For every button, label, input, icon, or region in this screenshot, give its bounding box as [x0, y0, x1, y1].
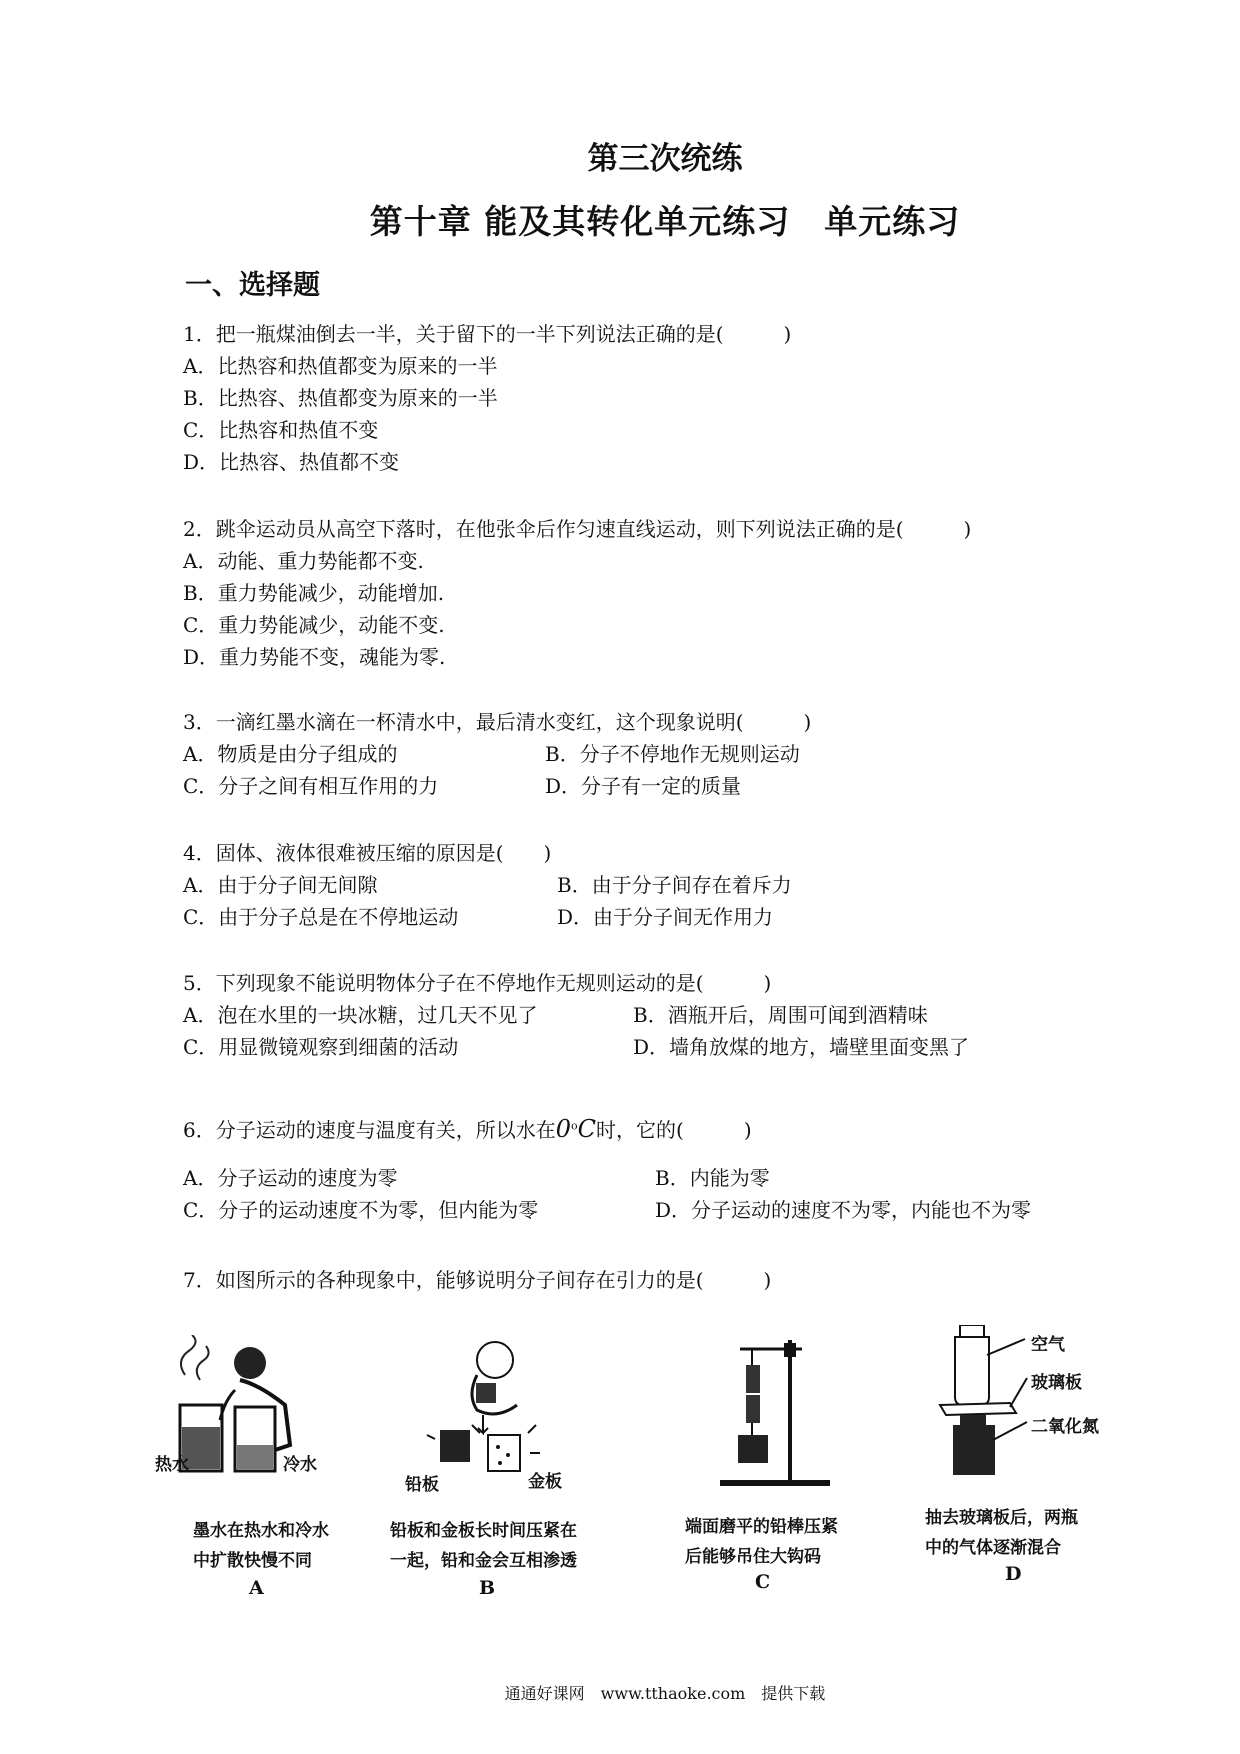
question-2-option-d: D．重力势能不变，魂能为零.	[183, 645, 446, 669]
figure-d-caption-1: 抽去玻璃板后，两瓶	[925, 1508, 1078, 1528]
question-3-stem: 3．一滴红墨水滴在一杯清水中，最后清水变红，这个现象说明( )	[183, 710, 812, 734]
question-2-option-b: B．重力势能减少，动能增加.	[183, 581, 445, 605]
question-6-temp: 0	[555, 1115, 572, 1143]
question-1-option-d: D．比热容、热值都不变	[183, 450, 400, 474]
question-1-option-a: A．比热容和热值都变为原来的一半	[183, 354, 498, 378]
figure-d-letter: D	[1005, 1563, 1022, 1585]
figure-b-lead-label: 铅板	[405, 1475, 439, 1495]
figure-b-caption-1: 铅板和金板长时间压紧在	[390, 1521, 577, 1541]
question-5-option-d: D．墙角放煤的地方，墙壁里面变黑了	[633, 1035, 970, 1059]
question-6-option-a: A．分子运动的速度为零	[183, 1166, 398, 1190]
question-3-option-b: B．分子不停地作无规则运动	[545, 742, 800, 766]
question-1-option-b: B．比热容、热值都变为原来的一半	[183, 386, 498, 410]
footer-credit: 通通好课网 www.tthaoke.com 提供下载	[504, 1684, 826, 1703]
question-2-option-c: C．重力势能减少，动能不变.	[183, 613, 445, 637]
figure-b-lead-gold-plates	[380, 1335, 610, 1605]
chapter-subtitle: 第十章 能及其转化单元练习 单元练习	[369, 202, 961, 241]
figure-a-cold-label: 冷水	[283, 1455, 317, 1475]
figure-d-air-label: 空气	[1031, 1335, 1065, 1355]
figure-d-no2-label: 二氧化氮	[1031, 1417, 1099, 1437]
question-5-stem: 5．下列现象不能说明物体分子在不停地作无规则运动的是( )	[183, 971, 772, 995]
question-3-option-c: C．分子之间有相互作用的力	[183, 774, 439, 798]
question-4-stem: 4．固体、液体很难被压缩的原因是( )	[183, 841, 552, 865]
question-4-option-d: D．由于分子间无作用力	[557, 905, 774, 929]
figure-c-caption-2: 后能够吊住大钩码	[685, 1547, 821, 1567]
question-6-option-c: C．分子的运动速度不为零，但内能为零	[183, 1198, 539, 1222]
figure-a-caption-1: 墨水在热水和冷水	[193, 1521, 329, 1541]
figure-b-caption-2: 一起，铅和金会互相渗透	[390, 1551, 577, 1571]
question-6-stem-pre: 6．分子运动的速度与温度有关，所以水在	[183, 1118, 556, 1142]
question-1-option-c: C．比热容和热值不变	[183, 418, 379, 442]
figure-c-letter: C	[755, 1571, 771, 1593]
figure-c-lead-rods	[680, 1335, 880, 1605]
figure-d-caption-2: 中的气体逐渐混合	[925, 1538, 1061, 1558]
figure-a-letter: A	[249, 1577, 264, 1599]
figure-d-glass-label: 玻璃板	[1031, 1373, 1082, 1393]
question-6-stem	[183, 1114, 752, 1143]
section-heading: 一、选择题	[185, 270, 320, 301]
question-2-option-a: A．动能、重力势能都不变.	[183, 549, 424, 573]
question-3-option-a: A．物质是由分子组成的	[183, 742, 398, 766]
question-5-option-a: A．泡在水里的一块冰糖，过几天不见了	[183, 1003, 538, 1027]
figure-a-ink-diffusion	[155, 1335, 375, 1605]
question-1-stem: 1．把一瓶煤油倒去一半，关于留下的一半下列说法正确的是( )	[183, 322, 792, 346]
figure-c-illustration	[680, 1335, 880, 1495]
question-5-option-b: B．酒瓶开后，周围可闻到酒精味	[633, 1003, 928, 1027]
question-2-stem: 2．跳伞运动员从高空下落时，在他张伞后作匀速直线运动，则下列说法正确的是( )	[183, 517, 972, 541]
question-6-option-b: B．内能为零	[655, 1166, 770, 1190]
figure-b-letter: B	[479, 1577, 496, 1599]
question-4-option-a: A．由于分子间无间隙	[183, 873, 378, 897]
question-5-option-c: C．用显微镜观察到细菌的活动	[183, 1035, 459, 1059]
question-4-option-c: C．由于分子总是在不停地运动	[183, 905, 459, 929]
question-4-option-b: B．由于分子间存在着斥力	[557, 873, 792, 897]
degree-mark: o	[571, 1119, 578, 1133]
question-6-stem-post: 时，它的( )	[596, 1118, 752, 1142]
question-6-unit: C	[577, 1115, 597, 1143]
figure-a-caption-2: 中扩散快慢不同	[193, 1551, 312, 1571]
question-6-option-d: D．分子运动的速度不为零，内能也不为零	[655, 1198, 1032, 1222]
question-3-option-d: D．分子有一定的质量	[545, 774, 742, 798]
figure-b-gold-label: 金板	[528, 1472, 562, 1492]
page-title: 第三次统练	[587, 141, 743, 177]
figure-c-caption-1: 端面磨平的铅棒压紧	[685, 1517, 838, 1537]
question-7-stem: 7．如图所示的各种现象中，能够说明分子间存在引力的是( )	[183, 1268, 772, 1292]
figure-a-hot-label: 热水	[155, 1455, 189, 1475]
figure-d-gas-diffusion	[925, 1335, 1155, 1605]
